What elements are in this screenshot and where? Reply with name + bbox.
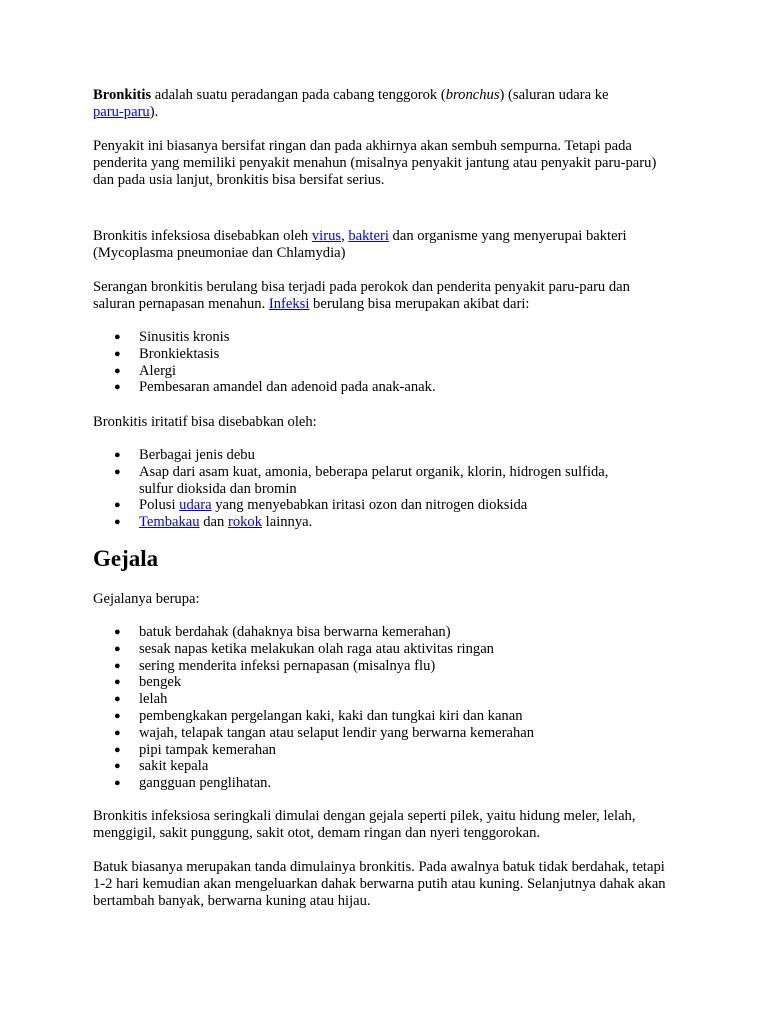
list-item — [93, 514, 693, 531]
bullet-icon: ● — [114, 709, 121, 722]
list-item-text: Pembesaran amandel dan adenoid pada anak-anak. — [139, 379, 436, 396]
list-item-text: sering menderita infeksi pernapasan (misalnya flu) — [139, 657, 436, 674]
list-item — [93, 379, 693, 396]
intro-paragraph — [93, 87, 653, 121]
link-paru-paru[interactable]: paru-paru — [93, 103, 150, 120]
intro-text-3: ). — [149, 103, 159, 120]
bullet-icon: ● — [114, 381, 121, 394]
bullet-icon: ● — [114, 693, 121, 706]
list-item — [93, 758, 693, 775]
list-item-text: sesak napas ketika melakukan olah raga atau aktivitas ringan — [139, 640, 494, 657]
list-item-text: Bronkiektasis — [139, 345, 220, 362]
link-udara[interactable]: udara — [179, 497, 212, 514]
list-item — [93, 329, 693, 346]
list-item-text: bengek — [139, 674, 182, 691]
list-item-text: pembengkakan pergelangan kaki, kaki dan tungkai kiri dan kanan — [139, 707, 523, 724]
link-tembakau[interactable]: Tembakau — [139, 514, 200, 531]
list-item-text-2: lainnya. — [262, 514, 313, 531]
list-item — [93, 742, 693, 759]
link-virus[interactable]: virus — [311, 228, 342, 244]
bullet-icon: ● — [114, 743, 121, 756]
list-item — [93, 674, 693, 691]
para4-text: Serangan bronkitis berulang bisa terjadi pada perokok dan penderita penyakit paru-paru dan saluran pernapasan menahun. — [93, 279, 630, 312]
list-item-text: Asap dari asam kuat, amonia, beberapa pelarut organik, klorin, hidrogen sulfida, — [139, 463, 609, 480]
list-item-text: Berbagai jenis debu — [139, 447, 255, 463]
list-item — [93, 708, 693, 725]
paragraph-gejala-intro: Gejalanya berupa: — [93, 591, 200, 607]
link-rokok[interactable]: rokok — [227, 514, 263, 531]
list-item — [93, 624, 693, 641]
paragraph-iritatif: Bronkitis iritatif bisa disebabkan oleh: — [93, 414, 317, 430]
list-item-text: Polusi — [139, 497, 180, 514]
link-bakteri[interactable]: bakteri — [348, 228, 389, 244]
list-penyebab-iritatif — [93, 447, 693, 531]
list-item-text: gangguan penglihatan. — [139, 775, 272, 792]
bullet-icon: ● — [114, 499, 121, 512]
para3-separator: , — [341, 228, 349, 244]
list-item — [93, 725, 693, 742]
list-penyebab-infeksi — [93, 329, 693, 396]
list-item-text: dan — [199, 514, 228, 531]
list-item-text: pipi tampak kemerahan — [139, 741, 276, 758]
paragraph-batuk: Batuk biasanya merupakan tanda dimulainya bronkitis. Pada awalnya batuk tidak berdahak, tetapi 1-2 hari kemudian akan mengeluarkan dahak berwarna putih atau kuning. Selanjutnya dahak akan bertambah banyak, berwarna kuning atau hijau. — [93, 859, 666, 909]
paragraph-penyakit-ringan: Penyakit ini biasanya bersifat ringan dan pada akhirnya akan sembuh sempurna. Tetapi pada penderita yang memiliki penyakit menahun (misalnya penyakit jantung atau penyakit paru-paru) dan pada usia lanjut, bronkitis bisa bersifat serius. — [93, 138, 657, 188]
para3-text: Bronkitis infeksiosa disebabkan oleh — [93, 228, 312, 244]
bullet-icon: ● — [114, 465, 121, 478]
list-item-text: sakit kepala — [139, 758, 209, 775]
list-item — [93, 497, 693, 514]
list-item — [93, 363, 693, 380]
para4-text-2: berulang bisa merupakan akibat dari: — [309, 295, 530, 312]
intro-text: adalah suatu peradangan pada cabang tenggorok ( — [151, 87, 446, 103]
paragraph-serangan-berulang — [93, 279, 668, 313]
list-item-text: wajah, telapak tangan atau selaput lendir yang berwarna kemerahan — [139, 724, 535, 741]
bullet-icon: ● — [114, 659, 121, 672]
bullet-icon: ● — [114, 331, 121, 343]
bullet-icon: ● — [114, 726, 121, 739]
list-item-text-2: sulfur dioksida dan bromin — [139, 480, 297, 497]
bullet-icon: ● — [114, 676, 121, 689]
bullet-icon: ● — [114, 760, 121, 773]
bullet-icon: ● — [114, 347, 121, 360]
list-item — [93, 641, 693, 658]
bullet-icon: ● — [114, 449, 121, 461]
intro-text-2: ) (saluran udara ke — [499, 87, 609, 103]
list-item — [93, 346, 693, 363]
paragraph-penyebab-infeksiosa — [93, 228, 668, 262]
list-item — [93, 447, 693, 464]
list-item — [93, 658, 693, 675]
list-item — [93, 775, 693, 792]
list-item — [93, 464, 693, 498]
list-item-text: Alergi — [139, 362, 177, 379]
list-gejala — [93, 624, 693, 792]
link-infeksi[interactable]: Infeksi — [268, 295, 310, 312]
bullet-icon: ● — [114, 516, 121, 529]
section-heading-gejala: Gejala — [93, 546, 159, 571]
intro-term: Bronkitis — [93, 87, 152, 103]
list-item-text: batuk berdahak (dahaknya bisa berwarna kemerahan) — [139, 624, 451, 640]
list-item-text: lelah — [139, 691, 168, 708]
list-item-text-2: yang menyebabkan iritasi ozon dan nitrogen dioksida — [211, 497, 528, 514]
bullet-icon: ● — [114, 626, 121, 638]
para3-text-2: dan organisme yang menyerupai bakteri (Mycoplasma pneumoniae dan Chlamydia) — [93, 228, 627, 261]
list-item-text: Sinusitis kronis — [139, 329, 230, 345]
list-item — [93, 691, 693, 708]
paragraph-gejala-awal: Bronkitis infeksiosa seringkali dimulai dengan gejala seperti pilek, yaitu hidung meler, lelah, menggigil, sakit punggung, sakit otot, demam ringan dan nyeri tenggorokan. — [93, 808, 636, 841]
bullet-icon: ● — [114, 777, 121, 790]
bullet-icon: ● — [114, 364, 121, 377]
bullet-icon: ● — [114, 642, 121, 655]
intro-term-italic: bronchus — [445, 87, 500, 103]
